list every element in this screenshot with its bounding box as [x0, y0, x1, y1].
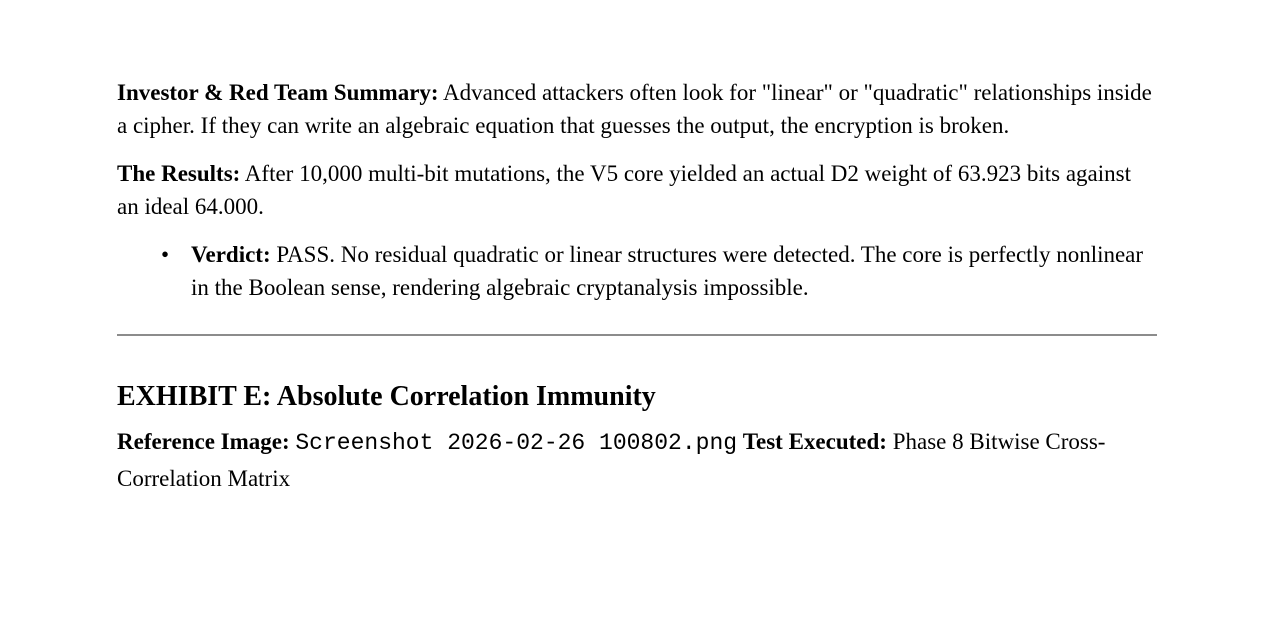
reference-filename: Screenshot 2026-02-26 100802.png	[295, 430, 738, 456]
reference-label: Reference Image:	[117, 429, 290, 454]
document-body	[117, 76, 1157, 496]
test-label: Test Executed:	[742, 429, 887, 454]
summary-paragraph	[117, 76, 1157, 142]
test-value: Phase 8 Bitwise Cross-Correlation Matrix	[117, 429, 1106, 491]
bullet-icon: •	[161, 242, 170, 267]
verdict-list-item	[117, 238, 1157, 304]
results-text: After 10,000 multi-bit mutations, the V5 core yielded an actual D2 weight of 63.923 bits against an ideal 64.000.	[117, 161, 1131, 219]
section-divider	[117, 334, 1157, 336]
reference-line	[117, 424, 1157, 496]
summary-label: Investor & Red Team Summary:	[117, 80, 439, 105]
verdict-label: Verdict:	[191, 242, 271, 267]
exhibit-heading: EXHIBIT E: Absolute Correlation Immunity	[117, 381, 656, 412]
verdict-list	[117, 238, 1157, 304]
results-label: The Results:	[117, 161, 241, 186]
verdict-text: PASS. No residual quadratic or linear structures were detected. The core is perfectly nonlinear in the Boolean sense, rendering algebraic cryptanalysis impossible.	[191, 242, 1144, 300]
results-paragraph	[117, 157, 1157, 223]
summary-text: Advanced attackers often look for "linear" or "quadratic" relationships inside a cipher. If they can write an algebraic equation that guesses the output, the encryption is broken.	[117, 80, 1152, 138]
